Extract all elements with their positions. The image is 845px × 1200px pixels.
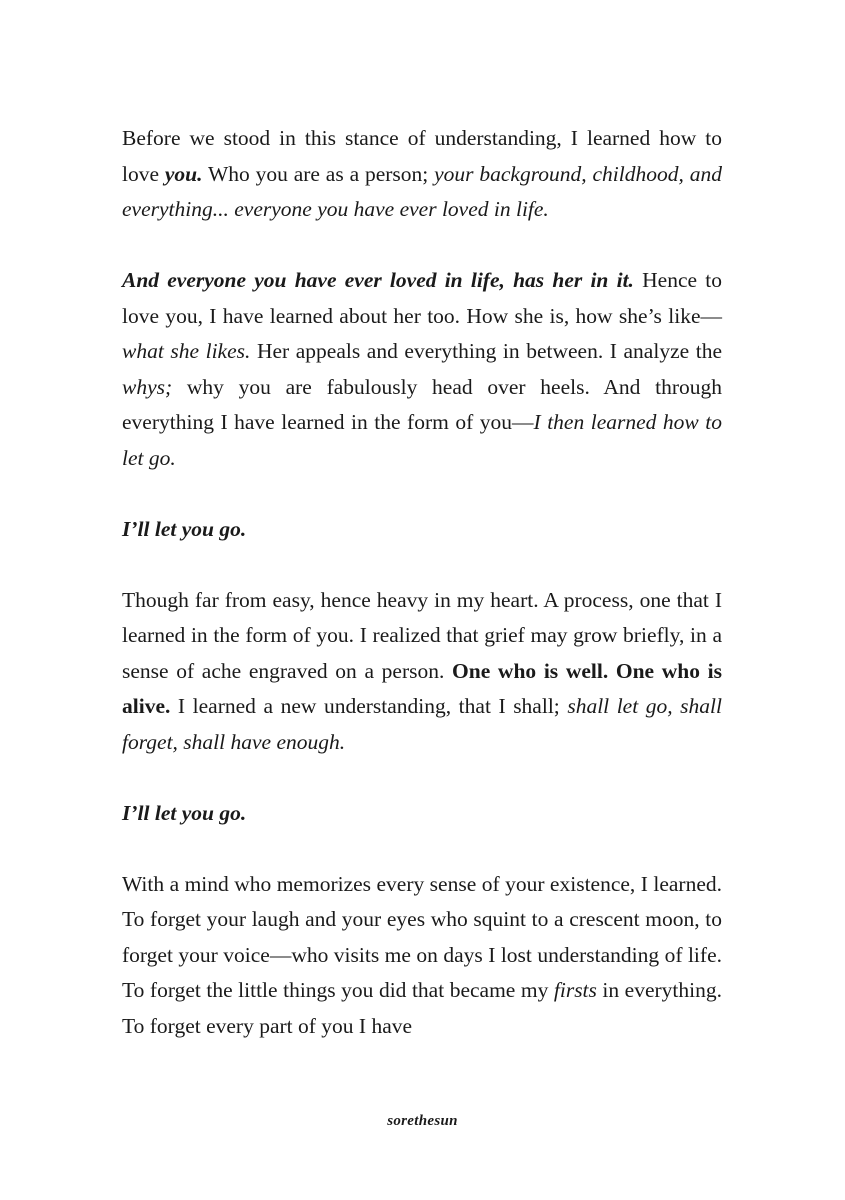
paragraph-2 xyxy=(122,263,722,476)
emphasis-run: you. xyxy=(164,161,203,186)
paragraph-1 xyxy=(122,121,722,228)
italic-run: shall let go, shall forget, shall have enough. xyxy=(122,694,722,754)
text-run: Who you are as a person; xyxy=(202,161,435,186)
paragraph-4 xyxy=(122,867,722,1045)
text-run: Hence to love you, I have learned about her too. How she is, how she’s like— xyxy=(122,268,722,328)
italic-run: I then learned how to let go. xyxy=(122,410,722,470)
text-run: Before we stood in this stance of understanding, I learned how to love xyxy=(122,126,722,186)
body-text xyxy=(122,121,722,1080)
text-run: With a mind who memorizes every sense of your existence, I learned. To forget your laugh and your eyes who squint to a crescent moon, to forget your voice—who visits me on days I lost understanding of life. To forget the little things you did that became my xyxy=(122,871,722,1002)
emphasis-run: And everyone you have ever loved in life, has her in it. xyxy=(122,268,634,292)
text-run: I learned a new understanding, that I shall; xyxy=(170,694,568,718)
italic-run: what she likes. xyxy=(122,339,251,363)
bold-run: One who is well. One who is alive. xyxy=(122,658,722,718)
footer-signature: sorethesun xyxy=(387,1113,458,1129)
text-run: Her appeals and everything in between. I analyze the xyxy=(250,339,722,363)
section-heading-1: I’ll let you go. xyxy=(122,516,247,541)
italic-run: your background, childhood, and everything... everyone you have ever loved in life. xyxy=(122,161,722,221)
italic-run: whys; xyxy=(122,374,173,399)
section-heading-2: I’ll let you go. xyxy=(122,800,247,825)
text-run: why you are fabulously head over heels. And through everything I have learned in the form of you— xyxy=(122,374,722,434)
text-run: in everything. To forget every part of you I have xyxy=(122,978,722,1038)
italic-run: firsts xyxy=(553,978,597,1002)
text-run: Though far from easy, hence heavy in my heart. A process, one that I learned in the form of you. I realized that grief may grow briefly, in a sense of ache engraved on a person. xyxy=(122,587,722,683)
paragraph-3 xyxy=(122,583,722,761)
